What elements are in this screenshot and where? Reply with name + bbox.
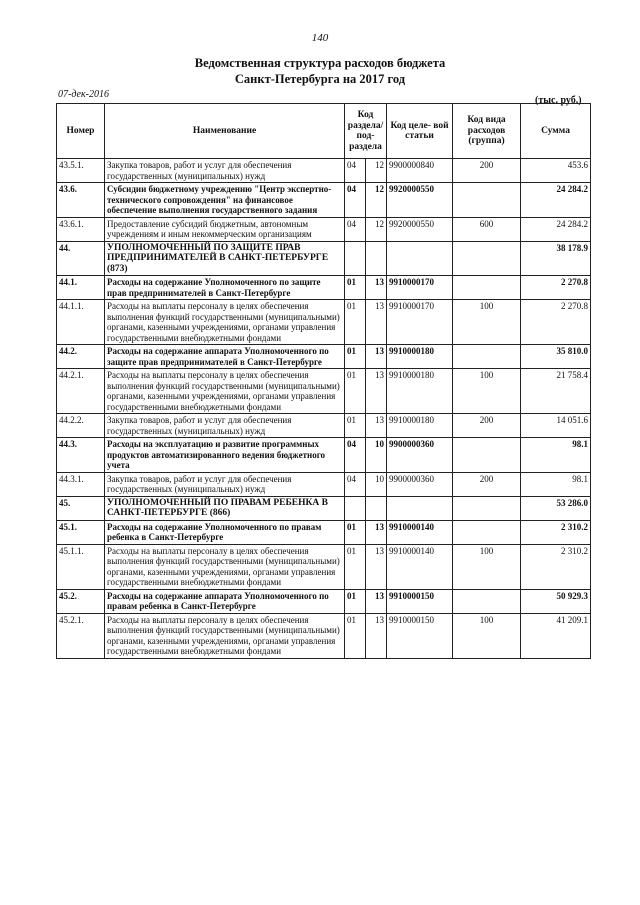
row-name: Расходы на эксплуатацию и развитие программных продуктов автоматизированного ведения бюджетного учета	[105, 438, 345, 473]
row-name: Расходы на содержание Уполномоченного по защите прав предпринимателей в Санкт-Петербурге	[105, 276, 345, 300]
row-name: Расходы на выплаты персоналу в целях обеспечения выполнения функций государственными (муниципальными) органами, казенными учреждениями, органами управления государственными внебюджетными фондами	[105, 300, 345, 345]
units-label: (тыс. руб.)	[535, 95, 582, 106]
row-target-code: 9900000360	[387, 438, 453, 473]
table-row	[57, 496, 591, 520]
row-subsection-code	[366, 241, 387, 276]
header-target: Код целе- вой статьи	[387, 104, 453, 159]
row-name: Расходы на содержание Уполномоченного по правам ребенка в Санкт-Петербурге	[105, 520, 345, 544]
row-sum: 24 284.2	[521, 217, 591, 241]
row-target-code: 9910000170	[387, 300, 453, 345]
row-subsection-code: 10	[366, 438, 387, 473]
row-number: 43.6.1.	[57, 217, 105, 241]
row-number: 44.3.	[57, 438, 105, 473]
row-target-code: 9920000550	[387, 217, 453, 241]
row-name: Расходы на выплаты персоналу в целях обеспечения выполнения функций государственными (муниципальными) органами, казенными учреждениями, органами управления государственными внебюджетными фондами	[105, 544, 345, 589]
table-row	[57, 520, 591, 544]
row-name: Расходы на выплаты персоналу в целях обеспечения выполнения функций государственными (муниципальными) органами, казенными учреждениями, органами управления государственными внебюджетными фондами	[105, 613, 345, 658]
row-section-code: 04	[345, 472, 366, 496]
header-number: Номер	[57, 104, 105, 159]
row-name: Расходы на содержание аппарата Уполномоченного по защите прав предпринимателей в Санкт-Петербурге	[105, 345, 345, 369]
budget-table	[56, 103, 591, 659]
title-line-2: Санкт-Петербурга на 2017 год	[234, 72, 406, 86]
row-target-code	[387, 496, 453, 520]
row-target-code: 9910000150	[387, 589, 453, 613]
row-subsection-code: 12	[366, 217, 387, 241]
row-expense-group: 100	[453, 544, 521, 589]
row-name: Предоставление субсидий бюджетным, автономным учреждениям и иным некоммерческим организациям	[105, 217, 345, 241]
row-name: УПОЛНОМОЧЕННЫЙ ПО ЗАЩИТЕ ПРАВ ПРЕДПРИНИМАТЕЛЕЙ В САНКТ-ПЕТЕРБУРГЕ (873)	[105, 241, 345, 276]
row-expense-group	[453, 496, 521, 520]
table-row	[57, 345, 591, 369]
row-name: Расходы на содержание аппарата Уполномочениого по правам ребенка в Санкт-Петербурге	[105, 589, 345, 613]
table-row	[57, 217, 591, 241]
header-name: Наименование	[105, 104, 345, 159]
row-sum: 2 310.2	[521, 520, 591, 544]
row-target-code	[387, 241, 453, 276]
table-row	[57, 369, 591, 414]
row-expense-group	[453, 241, 521, 276]
table-row	[57, 276, 591, 300]
row-number: 44.1.	[57, 276, 105, 300]
row-sum: 35 810.0	[521, 345, 591, 369]
row-subsection-code: 12	[366, 183, 387, 218]
row-name: Субсидии бюджетному учреждению "Центр экспертно-технического сопровождения" на финансовое обеспечение выполнения государственного задания	[105, 183, 345, 218]
page-number: 140	[311, 32, 329, 44]
row-sum: 2 270.8	[521, 300, 591, 345]
row-sum: 21 758.4	[521, 369, 591, 414]
table-body	[57, 159, 591, 659]
row-expense-group: 600	[453, 217, 521, 241]
table-row	[57, 241, 591, 276]
table-row	[57, 613, 591, 658]
row-target-code: 9910000170	[387, 276, 453, 300]
row-sum: 2 270.8	[521, 276, 591, 300]
row-expense-group: 200	[453, 472, 521, 496]
row-number: 44.2.	[57, 345, 105, 369]
table-row	[57, 414, 591, 438]
row-subsection-code: 13	[366, 345, 387, 369]
row-target-code: 9910000140	[387, 520, 453, 544]
row-section-code	[345, 496, 366, 520]
row-expense-group: 100	[453, 300, 521, 345]
table-row	[57, 438, 591, 473]
row-number: 45.1.	[57, 520, 105, 544]
row-target-code: 9910000180	[387, 345, 453, 369]
row-expense-group	[453, 520, 521, 544]
row-target-code: 9920000550	[387, 183, 453, 218]
row-sum: 453.6	[521, 159, 591, 183]
table-row	[57, 544, 591, 589]
row-subsection-code: 13	[366, 520, 387, 544]
row-number: 44.2.2.	[57, 414, 105, 438]
table-row	[57, 472, 591, 496]
document-date: 07-дек-2016	[58, 89, 109, 100]
row-expense-group	[453, 589, 521, 613]
row-target-code: 9910000140	[387, 544, 453, 589]
row-section-code: 01	[345, 613, 366, 658]
row-name: Закупка товаров, работ и услуг для обеспечения государственных (муниципальных) нужд	[105, 159, 345, 183]
row-section-code: 01	[345, 300, 366, 345]
row-name: УПОЛНОМОЧЕННЫЙ ПО ПРАВАМ РЕБЕНКА В САНКТ-ПЕТЕРБУРГЕ (866)	[105, 496, 345, 520]
row-section-code: 01	[345, 276, 366, 300]
header-group: Код вида расходов (группа)	[453, 104, 521, 159]
row-sum: 98.1	[521, 438, 591, 473]
row-subsection-code: 13	[366, 276, 387, 300]
header-sum: Сумма	[521, 104, 591, 159]
row-section-code: 01	[345, 520, 366, 544]
row-number: 45.1.1.	[57, 544, 105, 589]
row-number: 44.	[57, 241, 105, 276]
row-subsection-code: 10	[366, 472, 387, 496]
title-line-1: Ведомственная структура расходов бюджета	[194, 56, 446, 70]
row-sum: 24 284.2	[521, 183, 591, 218]
table-row	[57, 589, 591, 613]
row-target-code: 9900000840	[387, 159, 453, 183]
row-expense-group	[453, 438, 521, 473]
row-expense-group	[453, 345, 521, 369]
row-subsection-code: 13	[366, 589, 387, 613]
row-name: Закупка товаров, работ и услуг для обеспечения государственных (муниципальных) нужд	[105, 472, 345, 496]
row-subsection-code: 13	[366, 544, 387, 589]
row-section-code	[345, 241, 366, 276]
table-row	[57, 300, 591, 345]
row-section-code: 04	[345, 438, 366, 473]
row-section-code: 01	[345, 345, 366, 369]
row-section-code: 01	[345, 414, 366, 438]
row-number: 45.2.1.	[57, 613, 105, 658]
row-name: Закупка товаров, работ и услуг для обеспечения государственных (муниципальных) нужд	[105, 414, 345, 438]
table-row	[57, 183, 591, 218]
row-expense-group	[453, 276, 521, 300]
row-number: 45.2.	[57, 589, 105, 613]
row-target-code: 9910000180	[387, 369, 453, 414]
row-expense-group	[453, 183, 521, 218]
document-title	[0, 55, 640, 87]
row-subsection-code: 13	[366, 414, 387, 438]
row-sum: 14 051.6	[521, 414, 591, 438]
row-expense-group: 100	[453, 613, 521, 658]
row-number: 44.1.1.	[57, 300, 105, 345]
row-name: Расходы на выплаты персоналу в целях обеспечения выполнения функций государственными (муниципальными) органами, казенными учреждениями, органами управления государственными внебюджетными фондами	[105, 369, 345, 414]
row-section-code: 04	[345, 183, 366, 218]
table-row	[57, 159, 591, 183]
row-subsection-code: 12	[366, 159, 387, 183]
row-subsection-code	[366, 496, 387, 520]
header-section: Код раздела/ под- раздела	[345, 104, 387, 159]
row-expense-group: 200	[453, 414, 521, 438]
row-section-code: 01	[345, 544, 366, 589]
row-sum: 41 209.1	[521, 613, 591, 658]
row-sum: 98.1	[521, 472, 591, 496]
row-number: 44.2.1.	[57, 369, 105, 414]
row-number: 43.5.1.	[57, 159, 105, 183]
row-target-code: 9910000180	[387, 414, 453, 438]
row-section-code: 01	[345, 589, 366, 613]
row-number: 44.3.1.	[57, 472, 105, 496]
row-subsection-code: 13	[366, 300, 387, 345]
row-expense-group: 200	[453, 159, 521, 183]
row-target-code: 9910000150	[387, 613, 453, 658]
table-header-row	[57, 104, 591, 159]
row-sum: 53 286.0	[521, 496, 591, 520]
row-number: 45.	[57, 496, 105, 520]
row-expense-group: 100	[453, 369, 521, 414]
row-sum: 38 178.9	[521, 241, 591, 276]
row-sum: 50 929.3	[521, 589, 591, 613]
row-target-code: 9900000360	[387, 472, 453, 496]
row-subsection-code: 13	[366, 369, 387, 414]
row-section-code: 04	[345, 159, 366, 183]
row-subsection-code: 13	[366, 613, 387, 658]
row-number: 43.6.	[57, 183, 105, 218]
row-section-code: 01	[345, 369, 366, 414]
row-section-code: 04	[345, 217, 366, 241]
row-sum: 2 310.2	[521, 544, 591, 589]
